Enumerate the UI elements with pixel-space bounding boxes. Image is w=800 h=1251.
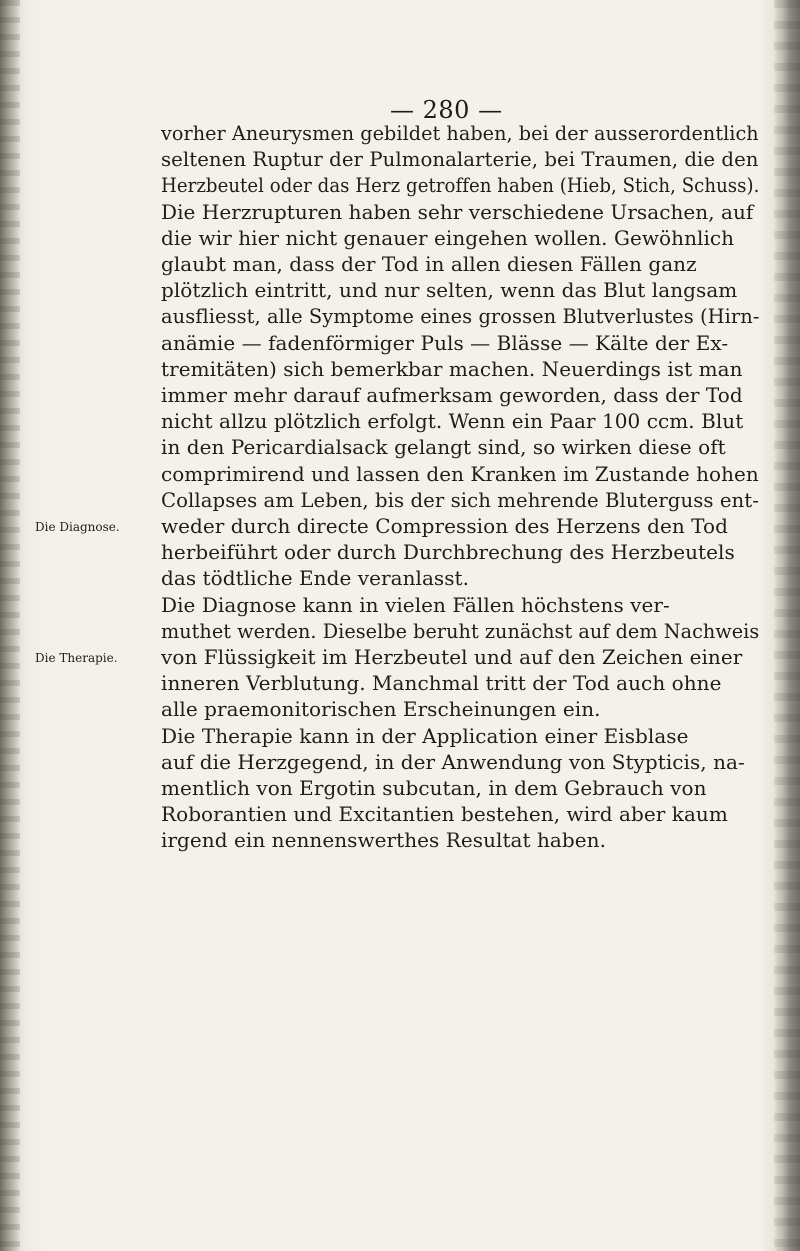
text-line-22: inneren Verblutung. Manchmal tritt der Tod auch ohne xyxy=(161,671,722,695)
text-line-1: vorher Aneurysmen gebildet haben, bei der ausserordentlich xyxy=(161,121,759,145)
text-line-25: auf die Herzgegend, in der Anwendung von Stypticis, na- xyxy=(161,750,745,774)
text-line-16: weder durch directe Compression des Herzens den Tod xyxy=(161,514,728,538)
text-line-4: Die Herzrupturen haben sehr verschiedene Ursachen, auf xyxy=(161,200,754,224)
text-line-15: Collapses am Leben, bis der sich mehrende Bluterguss ent- xyxy=(161,488,759,512)
text-line-12: nicht allzu plötzlich erfolgt. Wenn ein Paar 100 ccm. Blut xyxy=(161,409,744,433)
text-line-23: alle praemonitorischen Erscheinungen ein. xyxy=(161,697,601,721)
text-line-18: das tödtliche Ende veranlasst. xyxy=(161,566,470,590)
text-line-10: tremitäten) sich bemerkbar machen. Neuerdings ist man xyxy=(161,357,743,381)
text-line-2: seltenen Ruptur der Pulmonalarterie, bei Traumen, die den xyxy=(161,147,759,171)
text-line-21: von Flüssigkeit im Herzbeutel und auf den Zeichen einer xyxy=(161,645,743,669)
left-page-binding-shadow xyxy=(0,0,20,1251)
text-line-28: irgend ein nennenswerthes Resultat haben. xyxy=(161,828,606,852)
text-line-5: die wir hier nicht genauer eingehen wollen. Gewöhnlich xyxy=(161,226,735,250)
text-line-6: glaubt man, dass der Tod in allen diesen Fällen ganz xyxy=(161,252,697,276)
text-line-20: muthet werden. Dieselbe beruht zunächst auf dem Nachweis xyxy=(161,619,760,643)
page-number: — 280 — xyxy=(390,96,503,124)
text-line-17: herbeiführt oder durch Durchbrechung des Herzbeutels xyxy=(161,540,735,564)
right-page-edge-shadow xyxy=(774,0,800,1251)
text-line-11: immer mehr darauf aufmerksam geworden, dass der Tod xyxy=(161,383,743,407)
margin-note-diagnosis: Die Diagnose. xyxy=(35,520,120,534)
text-line-3: Herzbeutel oder das Herz getroffen haben (Hieb, Stich, Schuss). xyxy=(161,173,760,197)
margin-note-therapy: Die Therapie. xyxy=(35,651,118,665)
text-line-7: plötzlich eintritt, und nur selten, wenn das Blut langsam xyxy=(161,278,738,302)
text-line-19: Die Diagnose kann in vielen Fällen höchstens ver- xyxy=(161,593,670,617)
text-line-8: ausfliesst, alle Symptome eines grossen Blutverlustes (Hirn- xyxy=(161,304,760,328)
text-line-26: mentlich von Ergotin subcutan, in dem Gebrauch von xyxy=(161,776,707,800)
text-line-27: Roborantien und Excitantien bestehen, wird aber kaum xyxy=(161,802,728,826)
text-line-24: Die Therapie kann in der Application einer Eisblase xyxy=(161,724,689,748)
text-line-9: anämie — fadenförmiger Puls — Blässe — Kälte der Ex- xyxy=(161,331,729,355)
text-line-14: comprimirend und lassen den Kranken im Zustande hohen xyxy=(161,462,759,486)
text-line-13: in den Pericardialsack gelangt sind, so wirken diese oft xyxy=(161,435,726,459)
